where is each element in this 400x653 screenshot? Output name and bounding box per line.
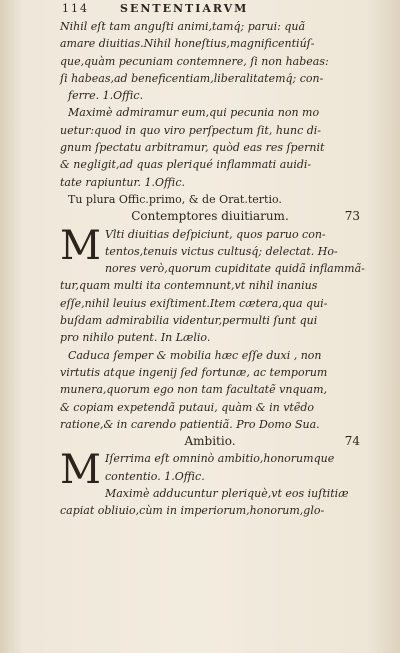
section-title: Ambitio. <box>184 434 236 449</box>
text-line: Caduca ſemper & mobilia hæc eſſe duxi , non <box>68 348 322 362</box>
text-line: uetur:quod in quo viro perſpectum ſit, hunc di- <box>60 123 322 137</box>
text-line: munera,quorum ego non tam facultatẽ vnquam, <box>60 383 328 397</box>
text-line: Tu plura Offic.primo, & de Orat.tertio. <box>68 192 282 206</box>
text-line: ferre. 1.Offic. <box>68 89 144 103</box>
text-line: virtutis atque ingenij ſed fortunæ, ac temporum <box>60 365 328 379</box>
text-line: Iſerrima eſt omninò ambitio,honorumque <box>104 452 335 466</box>
text-line: tate rapiuntur. 1.Offic. <box>60 175 185 189</box>
text-line: pro nihilo putent. In Lælio. <box>60 331 211 345</box>
text-line: eſſe,nihil leuius exiſtiment.Item cætera,qua qui- <box>60 296 328 310</box>
text-line: & negligit,ad quas pleriqué inflammati auidi- <box>60 158 312 172</box>
text-line: Maximè adducuntur pleriquè,vt eos iuſtitiæ <box>104 487 349 501</box>
text-line: buſdam admirabilia videntur,permulti ſunt qui <box>60 314 318 328</box>
page-number: 114 <box>62 2 89 15</box>
section-title: Contemptores diuitiarum. <box>131 209 289 224</box>
text-line: amare diuitias.Nihil honeſtius,magnificentiúſ- <box>60 37 315 51</box>
section-number: 74 <box>344 434 360 449</box>
section-heading <box>60 433 360 450</box>
text-line: nores verò,quorum cupiditate quidã inflammã- <box>104 262 365 276</box>
text-line: gnum ſpectatu arbitramur, quòd eas res ſpernit <box>60 141 325 155</box>
text-line: Maximè admiramur eum,qui pecunia non mo <box>68 106 320 120</box>
text-line: tentos,tenuis victus cultusq́; delectat. Ho- <box>104 244 338 258</box>
drop-cap: M <box>60 222 101 269</box>
text-line: tur,quam multi ita contemnunt,vt nihil inanius <box>60 279 318 293</box>
section-heading <box>60 208 360 225</box>
text-line: contentio. 1.Offic. <box>104 469 205 483</box>
body-text <box>60 18 365 520</box>
text-line: que,quàm pecuniam contemnere, ſi non habeas: <box>60 54 329 68</box>
section-number: 73 <box>344 209 360 224</box>
text-line: Vlti diuitias deſpiciunt, quos paruo con- <box>104 227 326 241</box>
text-line: ratione,& in carendo patientiã. Pro Domo Sua. <box>60 417 320 431</box>
text-line: ſi habeas,ad beneficentiam,liberalitatemq́; con- <box>60 71 324 85</box>
text-line: Nihil eſt tam anguſti animi,tamq́; parui: quã <box>60 20 306 33</box>
text-line: capiat obliuio,cùm in imperiorum,honorum,glo- <box>60 504 325 518</box>
text-line: & copiam expetendã putaui, quàm & in vtẽdo <box>60 400 314 414</box>
running-title: SENTENTIARVM <box>120 2 249 15</box>
drop-cap: M <box>60 447 101 494</box>
